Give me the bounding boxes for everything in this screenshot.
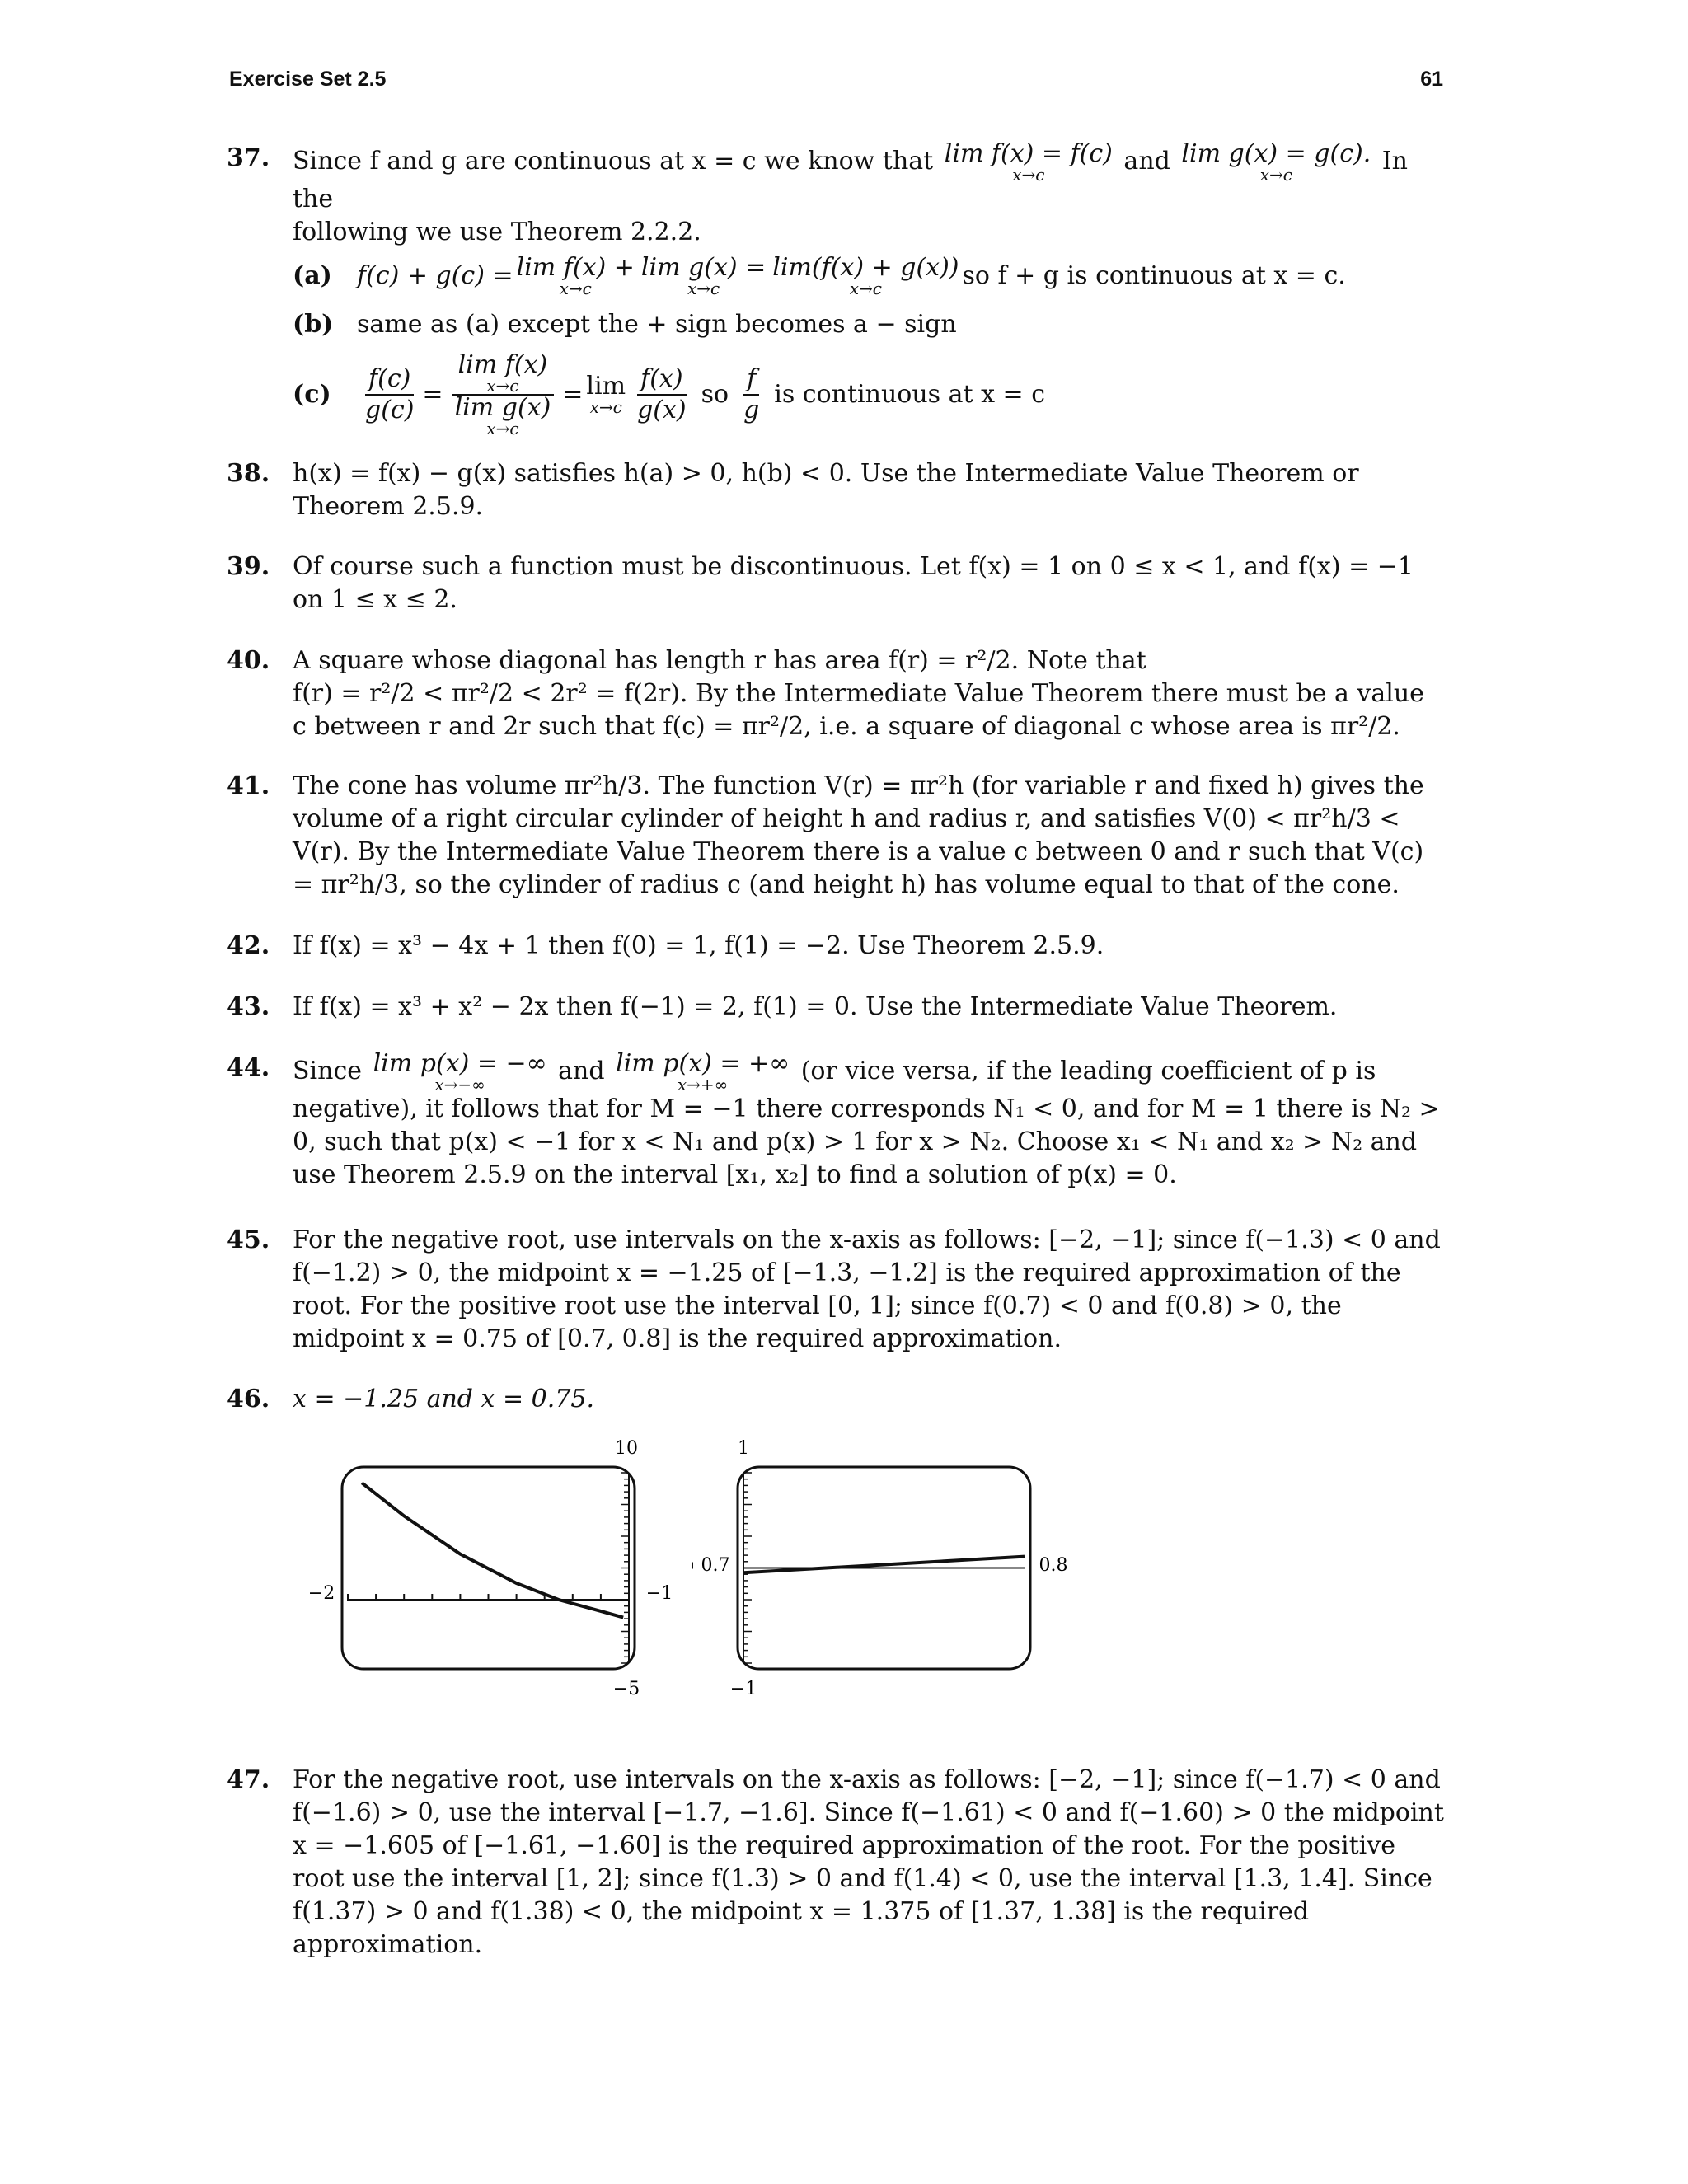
intro-text: Since f and g are continuous at x = c we know that (293, 147, 934, 176)
equals-sign: = (422, 380, 443, 409)
problem-text: If f(x) = x³ − 4x + 1 then f(0) = 1, f(1) = −2. Use Theorem 2.5.9. (293, 931, 1104, 960)
problem-number: 39. (227, 552, 270, 581)
y-min-label: −1 (729, 1679, 757, 1699)
limit-expression (586, 374, 626, 415)
y-min-label: −5 (612, 1679, 640, 1699)
problem-number: 46. (227, 1385, 270, 1413)
problem-37 (227, 139, 1447, 442)
denominator: g(c) (365, 396, 415, 424)
problem-41 (227, 770, 1447, 902)
part-label: (c) (293, 380, 331, 409)
connector-text: and (1115, 147, 1179, 176)
limit-expression (772, 255, 959, 297)
problem-42 (227, 930, 1447, 963)
limit-body: lim g(x) (454, 393, 551, 422)
part-b-text: same as (a) except the + sign becomes a − sign (357, 310, 957, 339)
problem-number: 42. (227, 931, 270, 960)
problem-47 (227, 1764, 1447, 1961)
limit-expression (1181, 139, 1372, 185)
limit-expression (457, 350, 548, 396)
graph-positive-root (692, 1434, 1080, 1706)
problem-number: 45. (227, 1226, 270, 1254)
problem-number: 37. (227, 143, 270, 172)
x-max-label: 0.8 (1039, 1555, 1068, 1576)
problem-text: The cone has volume πr²h/3. The function V(r) = πr²h (for variable r and fixed h) gives the volume of a right circular cylinder of height h and radius r, and satisfies V(0) < πr²h/3 < V(r). By the Intermediate Value Theorem there is a value c between 0 and r such that V(c) = πr²h/3, so the cylinder of radius c (and height h) has volume equal to that of the cone. (293, 771, 1424, 899)
limit-expression (944, 139, 1113, 185)
problem-43 (227, 991, 1447, 1024)
fraction (448, 350, 558, 438)
limit-subscript: x→c (1259, 165, 1292, 185)
limit-body: lim p(x) = +∞ (616, 1049, 790, 1078)
y-max-label: 10 (615, 1438, 638, 1459)
limit-subscript: x→c (849, 279, 883, 298)
limit-body: lim p(x) = −∞ (373, 1049, 547, 1078)
text-line: A square whose diagonal has length r has area f(r) = r²/2. Note that (293, 646, 1146, 675)
subparts (293, 255, 1447, 437)
graph-negative-root (297, 1434, 684, 1706)
fraction (362, 364, 417, 425)
fraction (740, 364, 762, 425)
numerator: f(c) (365, 364, 414, 396)
fraction (634, 364, 690, 425)
part-label: (b) (293, 310, 334, 339)
problem-44 (227, 1049, 1447, 1192)
part-a-conclusion: so f + g is continuous at x = c. (962, 261, 1346, 290)
intro-text-line2: following we use Theorem 2.2.2. (293, 218, 701, 246)
limit-expression (517, 255, 635, 297)
limit-body: lim g(x) = g(c). (1181, 139, 1372, 168)
limit-subscript: x→c (589, 397, 622, 417)
equals-sign: = (562, 380, 584, 409)
limit-body: lim g(x) = (640, 253, 767, 282)
problem-text (293, 1049, 1447, 1192)
text-line: f(r) = r²/2 < πr²/2 < 2r² = f(2r). By the Intermediate Value Theorem there must be a value (293, 679, 1424, 708)
limit-expression (454, 393, 551, 438)
part-a-text: f(c) + g(c) = (357, 261, 513, 290)
problem-text: If f(x) = x³ + x² − 2x then f(−1) = 2, f(1) = 0. Use the Intermediate Value Theorem. (293, 992, 1338, 1021)
limit-expression (641, 255, 766, 297)
problem-text: Of course such a function must be discontinuous. Let f(x) = 1 on 0 ≤ x < 1, and f(x) = −1 on 1 ≤ x ≤ 2. (293, 552, 1414, 614)
problem-number: 43. (227, 992, 270, 1021)
problem-38 (227, 457, 1447, 523)
x-max-label: −1 (645, 1583, 673, 1604)
page-number: 61 (1420, 68, 1443, 91)
limit-body: lim(f(x) + g(x)) (772, 253, 959, 282)
limit-subscript: x→c (486, 419, 519, 438)
so-text: so (701, 380, 729, 409)
x-min-label: −2 (307, 1583, 335, 1604)
limit-body: lim f(x) = f(c) (944, 139, 1113, 168)
part-label: (a) (293, 261, 332, 290)
function-curve (743, 1557, 1025, 1573)
problem-45 (227, 1224, 1447, 1356)
limit-subscript: x→c (486, 376, 519, 396)
part-c (293, 350, 1447, 438)
problem-39 (227, 551, 1447, 616)
problem-number: 44. (227, 1053, 270, 1082)
problem-text: For the negative root, use intervals on the x-axis as follows: [−2, −1]; since f(−1.7) < 0 and f(−1.6) > 0, use the interval [−1.7, −1.6]. Since f(−1.61) < 0 and f(−1.60) > 0 the midpoint x = −1.605 of [−1.61, −1.60] is the required approximation of the root. For the positive root use the interval [1, 2]; since f(1.3) > 0 and f(1.4) < 0, use the interval [1.3, 1.4]. Since f(1.37) > 0 and f(1.38) < 0, the midpoint x = 1.375 of [1.37, 1.38] is the required approximation. (293, 1765, 1444, 1959)
limit-body: lim f(x) + (516, 253, 635, 282)
problem-number: 41. (227, 771, 270, 800)
problem-37-intro (293, 139, 1447, 216)
limit-subscript: x→+∞ (677, 1075, 729, 1094)
y-max-label: 1 (738, 1438, 749, 1459)
text-line: c between r and 2r such that f(c) = πr²/2, i.e. a square of diagonal c whose area is πr²/2. (293, 712, 1400, 741)
part-c-conclusion: is continuous at x = c (774, 380, 1046, 409)
limit-body: lim (586, 372, 626, 401)
problem-text: For the negative root, use intervals on the x-axis as follows: [−2, −1]; since f(−1.3) < 0 and f(−1.2) > 0, the midpoint x = −1.25 of [−1.3, −1.2] is the required approximation of the root. For the positive root use the interval [0, 1]; since f(0.7) < 0 and f(0.8) > 0, the midpoint x = 0.75 of [0.7, 0.8] is the required approximation. (293, 1226, 1441, 1353)
limit-subscript: x→c (687, 279, 720, 298)
problem-text: h(x) = f(x) − g(x) satisfies h(a) > 0, h(b) < 0. Use the Intermediate Value Theorem or Theorem 2.5.9. (293, 459, 1359, 521)
part-b (293, 308, 1447, 341)
running-header-title: Exercise Set 2.5 (229, 68, 387, 91)
intro-text: In the (293, 147, 1408, 213)
problem-46 (227, 1383, 1447, 1416)
problem-40 (227, 644, 1447, 743)
denominator (448, 393, 558, 438)
denominator: g (743, 396, 760, 424)
limit-expression (373, 1049, 547, 1094)
problem-text: x = −1.25 and x = 0.75. (293, 1385, 595, 1413)
problem-number: 40. (227, 646, 270, 675)
numerator: f (743, 364, 759, 396)
denominator: g(x) (637, 396, 687, 424)
limit-subscript: x→c (559, 279, 592, 298)
numerator (452, 350, 555, 396)
x-min-label: 0.7 (701, 1555, 730, 1576)
text-fragment: Since (293, 1057, 363, 1085)
numerator: f(x) (637, 364, 686, 396)
limit-subscript: x→−∞ (434, 1075, 485, 1094)
limit-body: lim f(x) (457, 350, 548, 379)
axes (692, 1473, 1025, 1663)
text-fragment: negative), it follows that for M = −1 there corresponds N₁ < 0, and for M = 1 there is N₂ > 0, such that p(x) < −1 for x < N₁ and p(x) > 1 for x > N₂. Choose x₁ < N₁ and x₂ > N₂ and use Theorem 2.5.9 on the interval [x₁, x₂] to find a solution of p(x) = 0. (293, 1094, 1440, 1189)
part-a (293, 255, 1447, 297)
problem-text (293, 644, 1447, 743)
limit-expression (616, 1049, 790, 1094)
limit-subscript: x→c (1012, 165, 1045, 185)
problem-number: 47. (227, 1765, 270, 1794)
text-fragment: (or vice versa, if the leading coefficient of p is (793, 1057, 1376, 1085)
problem-number: 38. (227, 459, 270, 488)
function-curve (362, 1483, 623, 1617)
connector-text: and (550, 1057, 613, 1085)
